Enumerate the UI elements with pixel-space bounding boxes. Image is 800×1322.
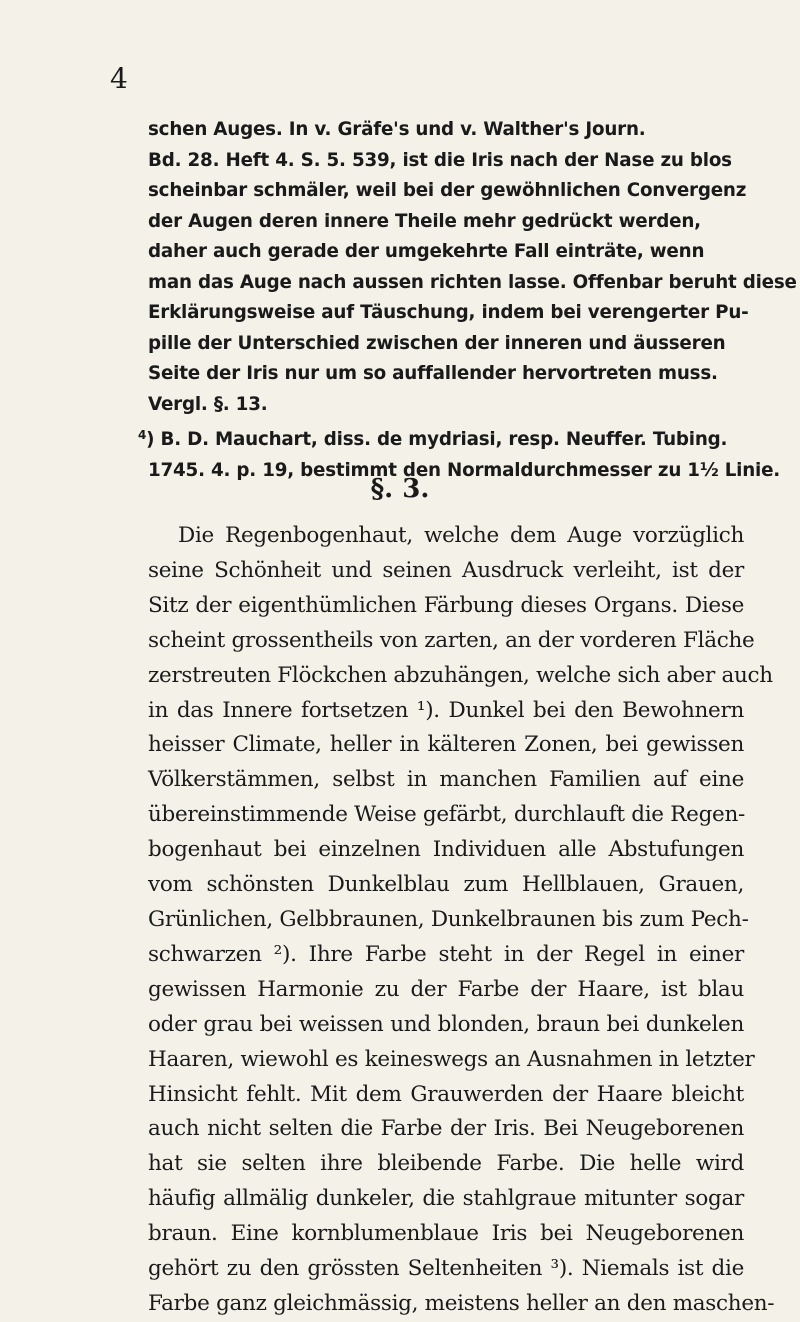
body-line: Sitz der eigenthümlichen Färbung dieses Organs. Diese (148, 592, 744, 618)
body-line: hat sie selten ihre bleibende Farbe. Die helle wird (148, 1151, 744, 1177)
body-line: zerstreuten Flöckchen abzuhängen, welche sich aber auch (148, 662, 773, 688)
footnote-continuation (138, 115, 797, 486)
body-line: Haaren, wiewohl es keineswegs an Ausnahmen in letzter (148, 1046, 755, 1072)
body-line: Farbe ganz gleichmässig, meistens heller an den maschen- (148, 1290, 775, 1316)
body-line: Die Regenbogenhaut, welche dem Auge vorzüglich (178, 523, 744, 548)
note-line: Vergl. §. 13. (148, 393, 268, 415)
note-line: man das Auge nach aussen richten lasse. Offenbar beruht diese (148, 271, 797, 293)
note-line: Erklärungsweise auf Täuschung, indem bei verengerter Pu- (148, 302, 749, 323)
body-line: gewissen Harmonie zu der Farbe der Haare, ist blau (148, 976, 744, 1002)
body-line: übereinstimmende Weise gefärbt, durchlauft die Regen- (148, 802, 745, 828)
body-line: vom schönsten Dunkelblau zum Hellblauen, Grauen, (148, 872, 744, 898)
note-line: Seite der Iris nur um so auffallender hervortreten muss. (148, 363, 718, 384)
body-line: braun. Eine kornblumenblaue Iris bei Neugeborenen (148, 1221, 744, 1247)
body-line: Hinsicht fehlt. Mit dem Grauwerden der Haare bleicht (148, 1081, 744, 1107)
footnote-4 (138, 420, 742, 456)
body-line: auch nicht selten die Farbe der Iris. Bei Neugeborenen (148, 1116, 744, 1142)
footnote-marker: 4 (138, 428, 147, 442)
note-line: pille der Unterschied zwischen der inneren und äusseren (148, 332, 726, 354)
body-line: schwarzen ²). Ihre Farbe steht in der Regel in einer (148, 941, 744, 967)
section-heading: §. 3. (370, 474, 430, 504)
note-line: schen Auges. In v. Gräfe's und v. Walther's Journ. (148, 119, 646, 140)
body-line: gehört zu den grössten Seltenheiten ³). Niemals ist die (148, 1256, 744, 1282)
body-line: Grünlichen, Gelbbraunen, Dunkelbraunen bis zum Pech- (148, 906, 749, 932)
note-line: scheinbar schmäler, weil bei der gewöhnlichen Convergenz (148, 180, 747, 201)
body-line: scheint grossentheils von zarten, an der vorderen Fläche (148, 627, 755, 653)
body-line: oder grau bei weissen und blonden, braun bei dunkelen (148, 1011, 744, 1037)
body-line: heisser Climate, heller in kälteren Zonen, bei gewissen (148, 732, 744, 758)
body-line: häufig allmälig dunkeler, die stahlgraue mitunter sogar (148, 1186, 744, 1212)
body-line: seine Schönheit und seinen Ausdruck verleiht, ist der (148, 557, 744, 583)
body-paragraph (148, 519, 775, 1322)
footnote-text: ) B. D. Mauchart, diss. de mydriasi, resp. Neuffer. Tubing. (146, 429, 728, 450)
note-line: Bd. 28. Heft 4. S. 5. 539, ist die Iris nach der Nase zu blos (148, 149, 732, 171)
body-line: Völkerstämmen, selbst in manchen Familien auf eine (148, 767, 744, 793)
body-line: in das Innere fortsetzen ¹). Dunkel bei den Bewohnern (148, 697, 744, 723)
footnote-4-continued: 1745. 4. p. 19, bestimmt den Normaldurchmesser zu 1½ Linie. (148, 459, 781, 481)
page-number: 4 (110, 62, 128, 95)
note-line: der Augen deren innere Theile mehr gedrückt werden, (148, 210, 701, 232)
note-line: daher auch gerade der umgekehrte Fall einträte, wenn (148, 241, 705, 262)
body-line: bogenhaut bei einzelnen Individuen alle Abstufungen (148, 837, 744, 863)
